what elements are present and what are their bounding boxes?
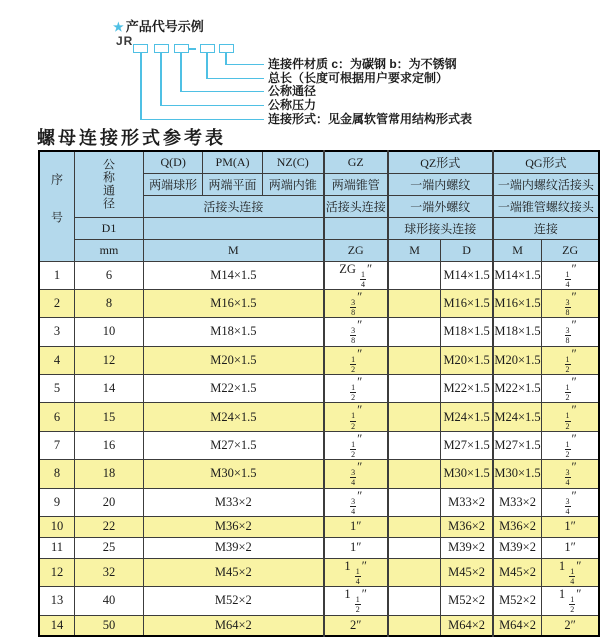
cell-qg-m: M52×2 (493, 587, 542, 615)
table-row (39, 261, 599, 289)
cell-seq: 3 (39, 318, 75, 346)
cell-qz-d: M64×2 (441, 615, 493, 636)
header-group-qd: Q(D) (144, 151, 203, 173)
header-empty (144, 217, 324, 239)
cell-qg-zg: $\frac{1}{2}$ ″ (542, 403, 599, 431)
cell-qz-m (388, 431, 441, 459)
table-row (39, 346, 599, 374)
connector-line (140, 52, 142, 120)
cell-qz-d: M14×1.5 (441, 261, 493, 289)
header-union-connect: 活接头连接 (144, 195, 324, 217)
header-nzc-desc: 两端内锥 (262, 173, 323, 195)
header-gz-desc: 两端锥管 (324, 173, 388, 195)
cell-seq: 10 (39, 516, 75, 537)
cell-qz-m (388, 537, 441, 558)
header-qz-m: M (388, 239, 441, 261)
cell-gz: 1 $\frac{1}{4}$ ″ (324, 558, 388, 586)
table-row (39, 587, 599, 615)
cell-m: M16×1.5 (144, 289, 324, 317)
cell-m: M39×2 (144, 537, 324, 558)
cell-qg-m: M27×1.5 (493, 431, 542, 459)
cell-dn: 22 (75, 516, 144, 537)
table-header (39, 151, 599, 261)
table-title: 螺母连接形式参考表 (37, 128, 226, 149)
table-row (39, 516, 599, 537)
code-dash (189, 48, 196, 50)
cell-m: M64×2 (144, 615, 324, 636)
connector-line (180, 91, 264, 93)
cell-gz: $\frac{1}{2}$ ″ (324, 375, 388, 403)
cell-qg-zg: $\frac{3}{8}$ ″ (542, 289, 599, 317)
cell-qg-m: M22×1.5 (493, 375, 542, 403)
cell-m: M22×1.5 (144, 375, 324, 403)
cell-qg-zg: $\frac{1}{2}$ ″ (542, 346, 599, 374)
cell-qg-zg: 2″ (542, 615, 599, 636)
cell-qg-m: M30×1.5 (493, 460, 542, 488)
header-group-pma: PM(A) (203, 151, 262, 173)
cell-qg-zg: $\frac{3}{4}$ ″ (542, 488, 599, 516)
cell-qg-zg: $\frac{3}{4}$ ″ (542, 460, 599, 488)
code-box (200, 44, 215, 53)
cell-qz-m (388, 261, 441, 289)
cell-qg-m: M36×2 (493, 516, 542, 537)
connector-line (180, 52, 182, 92)
cell-dn: 16 (75, 431, 144, 459)
cell-qz-d: M39×2 (441, 537, 493, 558)
cell-m: M24×1.5 (144, 403, 324, 431)
cell-qz-m (388, 403, 441, 431)
cell-dn: 15 (75, 403, 144, 431)
cell-qg-m: M16×1.5 (493, 289, 542, 317)
cell-dn: 40 (75, 587, 144, 615)
connector-line (225, 64, 264, 66)
header-qg-zg: ZG (542, 239, 599, 261)
code-box (219, 44, 234, 53)
cell-m: M20×1.5 (144, 346, 324, 374)
cell-dn: 12 (75, 346, 144, 374)
table-row (39, 537, 599, 558)
cell-gz: $\frac{3}{8}$ ″ (324, 289, 388, 317)
header-empty (324, 217, 388, 239)
cell-qg-m: M39×2 (493, 537, 542, 558)
header-ball-joint-connect: 球形接头连接 (388, 217, 493, 239)
product-code-heading (113, 16, 204, 35)
cell-qz-d: M30×1.5 (441, 460, 493, 488)
cell-seq: 8 (39, 460, 75, 488)
cell-qz-m (388, 488, 441, 516)
cell-qz-d: M36×2 (441, 516, 493, 537)
cell-qz-m (388, 318, 441, 346)
code-label-connection: 连接形式：见金属软管常用结构形式表 (268, 112, 473, 126)
header-group-qz: QZ形式 (388, 151, 493, 173)
cell-seq: 6 (39, 403, 75, 431)
cell-gz: $\frac{3}{4}$ ″ (324, 460, 388, 488)
cell-gz: $\frac{1}{2}$ ″ (324, 403, 388, 431)
cell-qg-zg: $\frac{1}{4}$ ″ (542, 261, 599, 289)
code-label-length: 总长（长度可根据用户要求定制） (268, 71, 449, 85)
cell-qg-m: M45×2 (493, 558, 542, 586)
cell-qz-d: M33×2 (441, 488, 493, 516)
cell-qg-m: M64×2 (493, 615, 542, 636)
cell-m: M45×2 (144, 558, 324, 586)
cell-qg-zg: $\frac{1}{2}$ ″ (542, 375, 599, 403)
cell-seq: 11 (39, 537, 75, 558)
cell-m: M33×2 (144, 488, 324, 516)
header-qg-desc: 一端内螺纹活接头 (493, 173, 599, 195)
cell-seq: 12 (39, 558, 75, 586)
header-qg-m: M (493, 239, 542, 261)
cell-qg-m: M24×1.5 (493, 403, 542, 431)
header-d1: D1 (75, 217, 144, 239)
header-connect: 连接 (493, 217, 599, 239)
header-zg-thread: ZG (324, 239, 388, 261)
cell-dn: 18 (75, 460, 144, 488)
cell-m: M30×1.5 (144, 460, 324, 488)
connector-line (160, 52, 162, 106)
cell-seq: 14 (39, 615, 75, 636)
cell-dn: 20 (75, 488, 144, 516)
cell-dn: 25 (75, 537, 144, 558)
cell-dn: 14 (75, 375, 144, 403)
cell-gz: 1″ (324, 516, 388, 537)
code-box (174, 44, 189, 53)
cell-gz: 2″ (324, 615, 388, 636)
header-qd-desc: 两端球形 (144, 173, 203, 195)
cell-dn: 8 (75, 289, 144, 317)
cell-qg-m: M14×1.5 (493, 261, 542, 289)
cell-qz-m (388, 460, 441, 488)
code-label-pressure: 公称压力 (268, 98, 317, 112)
cell-qg-zg: $\frac{1}{2}$ ″ (542, 431, 599, 459)
cell-seq: 5 (39, 375, 75, 403)
cell-qz-m (388, 346, 441, 374)
cell-qg-m: M18×1.5 (493, 318, 542, 346)
cell-qg-zg: 1″ (542, 516, 599, 537)
cell-qz-m (388, 289, 441, 317)
header-seq: 序号 (39, 151, 75, 261)
cell-m: M52×2 (144, 587, 324, 615)
cell-qz-d: M20×1.5 (441, 346, 493, 374)
header-qg-taper-joint: 一端锥管螺纹接头 (493, 195, 599, 217)
cell-m: M27×1.5 (144, 431, 324, 459)
cell-seq: 2 (39, 289, 75, 317)
cell-gz: 1 $\frac{1}{2}$ ″ (324, 587, 388, 615)
cell-qg-m: M20×1.5 (493, 346, 542, 374)
connector-line (206, 78, 264, 80)
table-body (39, 261, 599, 636)
table-row (39, 289, 599, 317)
table-row (39, 375, 599, 403)
code-label-diameter: 公称通径 (268, 84, 317, 98)
header-qz-ext-thread: 一端外螺纹 (388, 195, 493, 217)
header-qz-desc: 一端内螺纹 (388, 173, 493, 195)
cell-qg-zg: 1 $\frac{1}{2}$ ″ (542, 587, 599, 615)
cell-qz-m (388, 615, 441, 636)
cell-gz: 1″ (324, 537, 388, 558)
cell-seq: 7 (39, 431, 75, 459)
cell-gz: $\frac{1}{2}$ ″ (324, 431, 388, 459)
cell-qz-m (388, 558, 441, 586)
cell-qz-d: M22×1.5 (441, 375, 493, 403)
cell-qz-m (388, 375, 441, 403)
cell-qz-d: M45×2 (441, 558, 493, 586)
cell-seq: 9 (39, 488, 75, 516)
table-row (39, 558, 599, 586)
cell-qg-zg: 1 $\frac{1}{4}$ ″ (542, 558, 599, 586)
header-unit-mm: mm (75, 239, 144, 261)
table-row (39, 460, 599, 488)
cell-qz-d: M27×1.5 (441, 431, 493, 459)
code-box (154, 44, 169, 53)
header-group-qg: QG形式 (493, 151, 599, 173)
cell-qg-zg: $\frac{3}{8}$ ″ (542, 318, 599, 346)
cell-seq: 4 (39, 346, 75, 374)
connector-line (160, 105, 264, 107)
header-m-thread: M (144, 239, 324, 261)
cell-m: M14×1.5 (144, 261, 324, 289)
table-row (39, 318, 599, 346)
header-group-gz: GZ (324, 151, 388, 173)
cell-qz-d: M16×1.5 (441, 289, 493, 317)
header-pma-desc: 两端平面 (203, 173, 262, 195)
header-dn: 公称通径 (75, 151, 144, 217)
table-row (39, 488, 599, 516)
cell-gz: $\frac{3}{4}$ ″ (324, 488, 388, 516)
connector-line (206, 52, 208, 79)
cell-dn: 32 (75, 558, 144, 586)
header-qz-d: D (441, 239, 493, 261)
cell-qz-d: M18×1.5 (441, 318, 493, 346)
table-row (39, 403, 599, 431)
product-code-heading-text: 产品代号示例 (125, 19, 204, 34)
cell-m: M18×1.5 (144, 318, 324, 346)
cell-m: M36×2 (144, 516, 324, 537)
cell-qz-m (388, 587, 441, 615)
code-prefix: JR (116, 34, 134, 48)
cell-gz: $\frac{1}{2}$ ″ (324, 346, 388, 374)
cell-qz-d: M24×1.5 (441, 403, 493, 431)
cell-qz-d: M52×2 (441, 587, 493, 615)
cell-qg-zg: 1″ (542, 537, 599, 558)
code-label-material: 连接件材质 c：为碳钢 b：为不锈钢 (268, 57, 457, 71)
cell-dn: 50 (75, 615, 144, 636)
cell-qz-m (388, 516, 441, 537)
cell-dn: 6 (75, 261, 144, 289)
cell-gz: ZG $\frac{1}{4}$ ″ (324, 261, 388, 289)
cell-qg-m: M33×2 (493, 488, 542, 516)
table-row (39, 615, 599, 636)
table-row (39, 431, 599, 459)
cell-dn: 10 (75, 318, 144, 346)
header-gz-connect: 活接头连接 (324, 195, 388, 217)
cell-gz: $\frac{3}{8}$ ″ (324, 318, 388, 346)
cell-seq: 13 (39, 587, 75, 615)
cell-seq: 1 (39, 261, 75, 289)
star-icon: ★ (113, 20, 124, 34)
nut-connection-table (38, 150, 600, 637)
header-group-nzc: NZ(C) (262, 151, 323, 173)
connector-line (140, 119, 264, 121)
